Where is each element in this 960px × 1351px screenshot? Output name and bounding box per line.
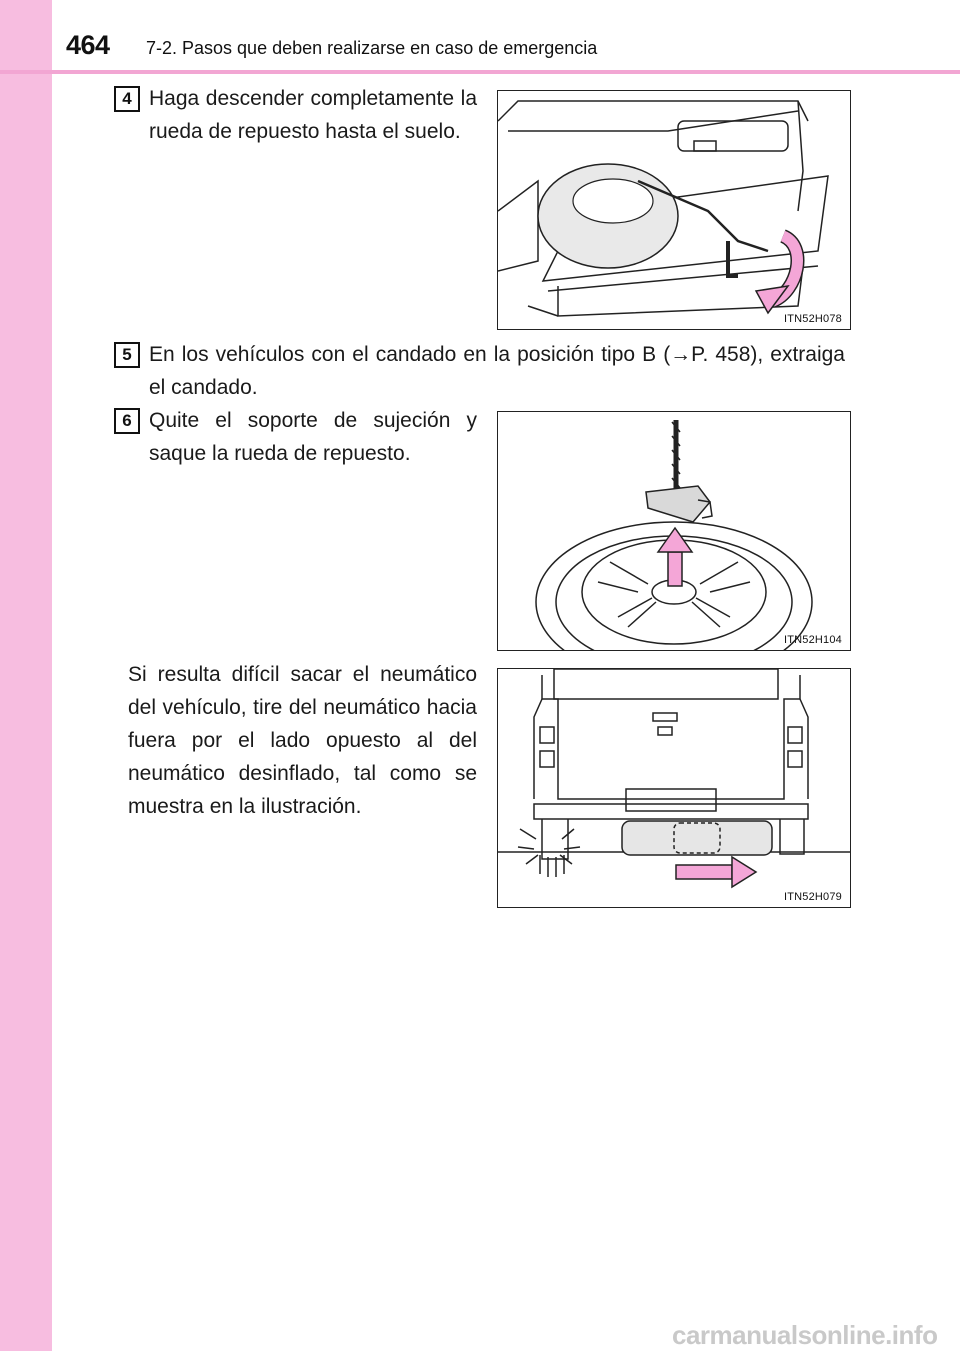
page-number: 464	[66, 30, 110, 60]
side-tab-strip	[0, 0, 52, 1351]
figure-code: ITN52H104	[783, 634, 842, 646]
step-5-text: En los vehículos con el candado en la posición tipo B (→P. 458), extraiga el candado.	[149, 343, 845, 399]
note-text: Si resulta difícil sacar el neumático del vehículo, tire del neumático hacia fuera por el lado opuesto al del neumático desinflado, tal como se muestra en la ilustración.	[128, 663, 477, 818]
figure-code: ITN52H078	[783, 313, 842, 325]
watermark-text: carmanualsonline.info	[672, 1320, 938, 1350]
figure-remove-spare-tire	[497, 411, 851, 651]
step-4-text: Haga descender completamente la rueda de repuesto hasta el suelo.	[149, 87, 477, 143]
section-title: 7-2. Pasos que deben realizarse en caso de emergencia	[146, 38, 598, 58]
figure-code: ITN52H079	[783, 891, 842, 903]
step-number-6: 6	[114, 408, 140, 434]
figure-pull-tire-out	[497, 668, 851, 908]
step-number-5: 5	[114, 342, 140, 368]
header-rule	[0, 70, 960, 74]
pull-direction-arrow	[732, 857, 756, 887]
step-6-text: Quite el soporte de sujeción y saque la rueda de repuesto.	[149, 409, 477, 465]
figure-lower-spare-tire	[497, 90, 851, 330]
spare-tire-hook-illustration	[498, 412, 850, 650]
step-number-4: 4	[114, 86, 140, 112]
rear-view-illustration	[498, 669, 850, 907]
tailgate-spare-illustration	[498, 91, 850, 329]
